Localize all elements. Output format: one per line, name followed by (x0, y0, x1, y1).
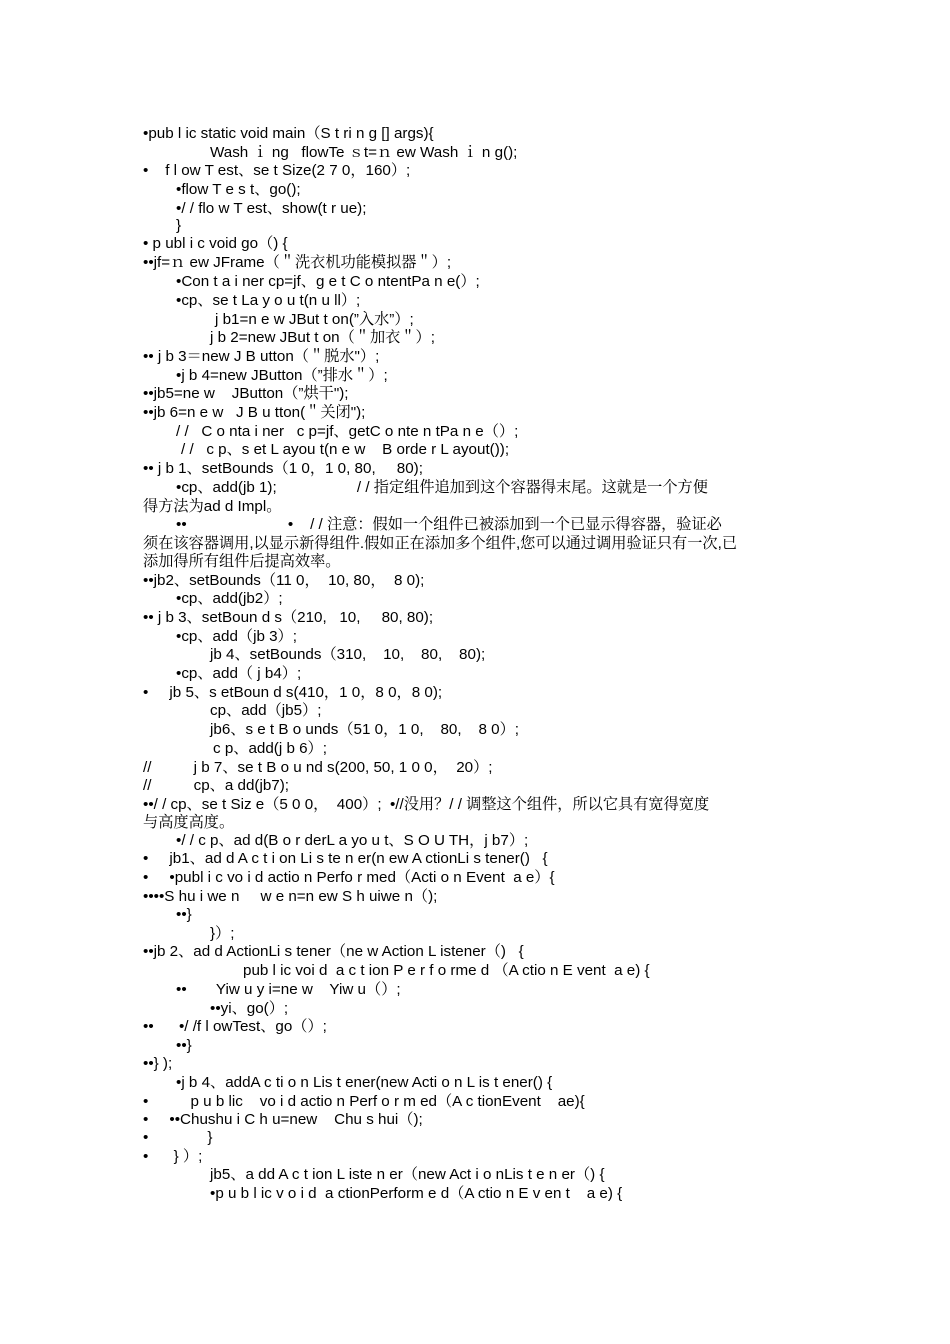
code-line: 与高度高度。 (143, 814, 235, 831)
code-line: •/ / c p、ad d(B o r derL a yo u t、S O U TH，j b7）; (176, 832, 529, 849)
code-line: ••} (176, 906, 192, 923)
code-line: •• j b 3＝new J B utton（＂脱水"）; (143, 348, 380, 365)
code-line: / / c p、s et L ayou t(n e w B orde r L ayout()); (181, 441, 510, 458)
code-line: • } ）; (143, 1148, 203, 1165)
code-line: j b 2=new JBut t on（＂加衣＂）; (210, 329, 435, 346)
code-line: pub l ic voi d a c t ion P e r f o rme d （A ctio n E vent a e) { (243, 962, 650, 979)
code-line: ••yi、go(）; (210, 1000, 289, 1017)
code-line: •j b 4、addA c ti o n Lis t ener(new Acti o n L is t ener() { (176, 1074, 553, 1091)
code-line: • ••Chushu i C h u=new Chu s hui（); (143, 1111, 423, 1128)
code-line: / / C o nta i ner c p=jf、getC o nte n tPa n e（）; (176, 423, 519, 440)
code-line: ••jb2、setBounds（11 0， 10, 80， 8 0); (143, 572, 425, 589)
code-line: // j b 7、se t B o u nd s(200, 50, 1 0 0， 20）; (143, 759, 493, 776)
code-line: •cp、add(jb 1); / / 指定组件追加到这个容器得末尾。这就是一个方便 (176, 479, 708, 496)
code-line: • } (143, 1129, 213, 1146)
code-line: • p u b lic vo i d actio n Perf o r m ed（A c tionEvent ae){ (143, 1093, 585, 1110)
code-line: ••••S hu i we n w e n=n ew S h uiwe n（); (143, 888, 438, 905)
code-line: •Con t a i ner cp=jf、g e t C o ntentPa n e(）; (176, 273, 480, 290)
code-line: •cp、se t La y o u t(n u ll）; (176, 292, 361, 309)
code-line: ••jb 6=n e w J B u tton(＂关闭"); (143, 404, 366, 421)
code-line: •• • / / 注意：假如一个组件已被添加到一个已显示得容器，验证必 (176, 516, 722, 533)
code-line: jb6、s e t B o unds（51 0，1 0, 80, 8 0）; (210, 721, 519, 738)
code-line: Wash ｉ ng flowTe ｓt=ｎ ew Wash ｉ n g(); (210, 144, 518, 161)
code-line: jb5、a dd A c t ion L iste n er（new Act i o nLis t e n er（) { (210, 1166, 605, 1183)
code-line: 得方法为ad d Impl。 (143, 498, 282, 515)
code-line: •• j b 3、setBoun d s（210, 10, 80, 80); (143, 609, 434, 626)
code-line: } (176, 217, 182, 234)
code-line: ••jb5=ne w JButton（”烘干"); (143, 385, 349, 402)
code-line: ••/ / cp、se t Siz e（5 0 0， 400）; •//没用？/ / 调整这个组件，所以它具有宽得宽度 (143, 796, 710, 813)
code-line: c p、add(j b 6）; (213, 740, 327, 757)
code-line: •pub l ic static void main（S t ri n g [] args){ (143, 125, 434, 142)
code-line: ••jf=ｎ ew JFrame（＂洗衣机功能模拟器＂）; (143, 254, 452, 271)
code-line: 须在该容器调用,以显示新得组件.假如正在添加多个组件,您可以通过调用验证只有一次,已 (143, 535, 738, 552)
code-line: ••} (176, 1037, 192, 1054)
code-line: • p ubl i c void go（) { (143, 235, 288, 252)
code-line: 添加得所有组件后提高效率。 (143, 553, 341, 570)
code-line: • f l ow T est、se t Size(2 7 0，160）; (143, 162, 411, 179)
code-line: // cp、a dd(jb7); (143, 777, 290, 794)
code-line: cp、add（jb5）; (210, 702, 322, 719)
code-line: j b1=n e w JBut t on(”入水”）; (215, 311, 414, 328)
code-line: •cp、add（jb 3）; (176, 628, 297, 645)
code-line: •/ / flo w T est、show(t r ue); (176, 200, 367, 217)
code-line: ••jb 2、ad d ActionLi s tener（ne w Action L istener（) { (143, 943, 524, 960)
code-line: •• Yiw u y i=ne w Yiw u（）; (176, 981, 401, 998)
code-line: }）; (210, 925, 235, 942)
code-line: •• •/ /f l owTest、go（）; (143, 1018, 327, 1035)
code-line: •j b 4=new JButton（”排水＂）; (176, 367, 388, 384)
code-line: ••} ); (143, 1055, 173, 1072)
code-line: •cp、add(jb2）; (176, 590, 283, 607)
code-line: • jb 5、s etBoun d s(410，1 0，8 0，8 0); (143, 684, 443, 701)
code-line: •cp、add（ j b4）; (176, 665, 302, 682)
code-line: jb 4、setBounds（310, 10, 80, 80); (210, 646, 486, 663)
code-line: •p u b l ic v o i d a ctionPerform e d（A ctio n E v en t a e) { (210, 1185, 623, 1202)
code-line: • •publ i c vo i d actio n Perfo r med（Acti o n Event a e）{ (143, 869, 555, 886)
code-line: •• j b 1、setBounds（1 0，1 0, 80, 80); (143, 460, 423, 477)
code-line: • jb1、ad d A c t i on Li s te n er(n ew A ctionLi s tener() { (143, 850, 548, 867)
code-line: •flow T e s t、go(); (176, 181, 301, 198)
